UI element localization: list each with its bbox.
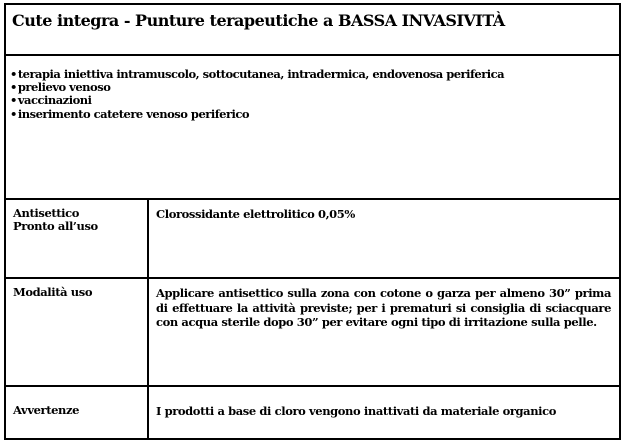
document-title: Cute integra - Punture terapeutiche a BASSA INVASIVITÀ <box>12 11 505 30</box>
table-row-antisettico <box>6 200 619 279</box>
table-row-modalita-uso <box>6 279 619 387</box>
row-value: Applicare antisettico sulla zona con cotone o garza per almeno 30” prima di effettuare la attività previste; per i prematuri si consiglia di sciacquare con acqua sterile dopo 30” per evitare ogni tipo di irritazione sulla pelle. <box>156 286 611 330</box>
document-frame <box>4 3 621 440</box>
row-label-cell <box>6 387 149 438</box>
row-label-line: Antisettico <box>13 206 80 220</box>
list-item: • terapia iniettiva intramuscolo, sottocutanea, intradermica, endovenosa periferica <box>10 68 504 81</box>
row-label <box>13 207 98 233</box>
list-item: • vaccinazioni <box>10 94 504 107</box>
procedure-list-section <box>6 56 619 200</box>
row-label-line: Pronto all’uso <box>13 219 98 233</box>
row-label-cell <box>6 279 149 385</box>
procedure-list <box>10 68 504 121</box>
row-label-line: Modalità uso <box>13 285 93 299</box>
table-row-avvertenze <box>6 387 619 438</box>
title-row <box>6 5 619 56</box>
row-label-line: Avvertenze <box>13 403 80 417</box>
list-item: • prelievo venoso <box>10 81 504 94</box>
row-value: I prodotti a base di cloro vengono inattivati da materiale organico <box>156 404 557 418</box>
row-label <box>13 286 92 299</box>
list-item: • inserimento catetere venoso periferico <box>10 108 504 121</box>
row-label <box>13 404 79 417</box>
row-label-cell <box>6 200 149 277</box>
row-value: Clorossidante elettrolitico 0,05% <box>156 207 355 221</box>
